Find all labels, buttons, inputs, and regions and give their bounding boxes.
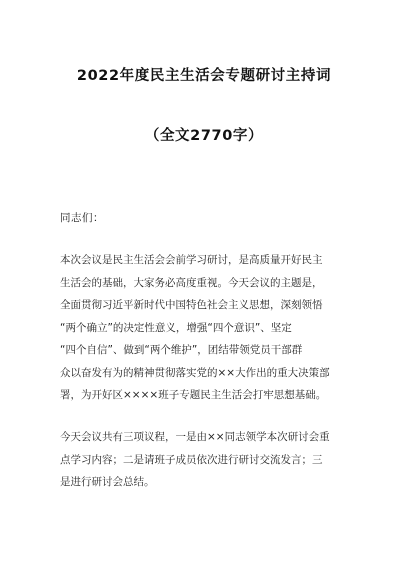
paragraph-line: 是进行研讨会总结。 [60, 476, 155, 488]
document-title: 2022年度民主生活会专题研讨主持词 [76, 68, 332, 84]
paragraph-line: 点学习内容；二是请班子成员依次进行研讨交流发言；三 [60, 453, 323, 466]
salutation: 同志们： [60, 212, 104, 224]
paragraph-line: 本次会议是民主生活会会前学习研讨，是高质量开好民主 [60, 254, 323, 266]
document-subtitle: （全文2770字） [144, 128, 264, 144]
paragraph-opening [60, 249, 350, 407]
paragraph-line: “两个确立”的决定性意义，增强“四个意识”、坚定 [60, 321, 292, 334]
paragraph-agenda [60, 426, 350, 494]
paragraph-line: 生活会的基础，大家务必高度重视。今天会议的主题是， [60, 276, 323, 289]
paragraph-line: 今天会议共有三项议程，一是由××同志领学本次研讨会重 [60, 431, 330, 443]
paragraph-line: “四个自信”、做到“两个维护”，团结带领党员干部群 [60, 344, 303, 356]
paragraph-line: 署，为开好区××××班子专题民主生活会打牢思想基础。 [60, 389, 327, 401]
paragraph-line: 全面贯彻习近平新时代中国特色社会主义思想，深刻领悟 [60, 299, 323, 311]
paragraph-line: 众以奋发有为的精神贯彻落实党的××大作出的重大决策部 [60, 366, 330, 379]
